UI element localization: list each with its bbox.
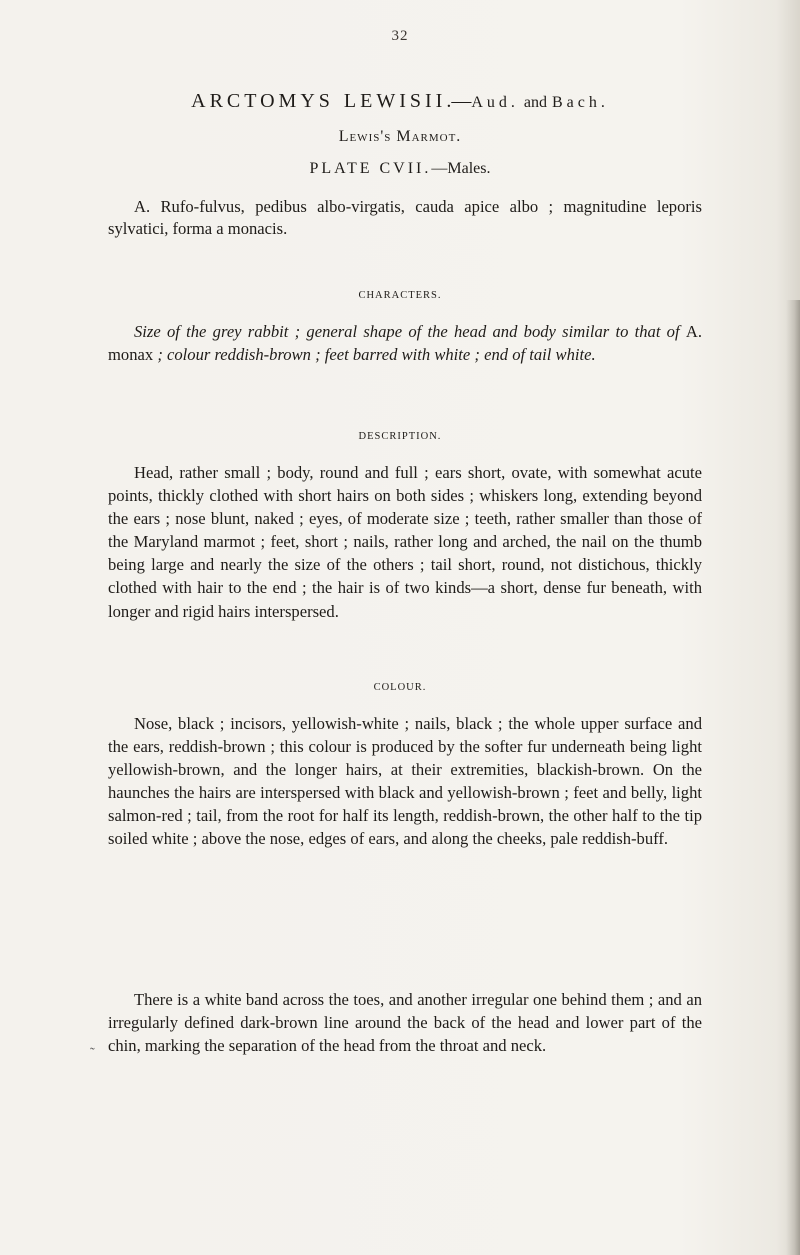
title-author-2: Bach. (552, 94, 609, 111)
characters-species-ref: A. monax (108, 322, 702, 364)
title-and: and (523, 94, 547, 111)
colour-paragraph-1: Nose, black ; incisors, yellowish-white ; nails, black ; the whole upper surface and the ears, reddish-brown ; this colour is produced by the softer fur underneath being light yellowish-brown, and the longer hairs, at their extremities, blackish-brown. On the haunches the hairs are interspersed with black and yellowish-brown ; feet and belly, light salmon-red ; tail, from the root for half its length, reddish-brown, the other half to the tip soiled white ; above the nose, edges of ears, and along the cheeks, pale reddish-buff. (108, 714, 702, 849)
characters-part-1: Size of the grey rabbit ; general shape of the head and body similar to that of (134, 322, 686, 341)
characters-heading: CHARACTERS. (358, 290, 442, 301)
plate-heading (0, 160, 800, 178)
common-name-text: Lewis's Marmot. (338, 128, 462, 145)
colour-heading: COLOUR. (373, 682, 427, 693)
description-text: Head, rather small ; body, round and full ; ears short, ovate, with somewhat acute points, thickly clothed with short hairs on both sides ; whiskers long, extending beyond the ears ; nose blunt, naked ; eyes, of moderate size ; teeth, rather smaller than those of the Maryland marmot ; feet, short ; nails, rather long and arched, the nail on the thumb being large and nearly the size of the others ; tail short, round, not distichous, thickly clothed with hair to the end ; the hair is of two kinds—a short, dense fur beneath, with longer and rigid hairs interspersed. (108, 463, 702, 621)
common-name (0, 128, 800, 146)
description-heading: DESCRIPTION. (358, 431, 442, 442)
latin-description: A. Rufo-fulvus, pedibus albo-virgatis, cauda apice albo ; magnitudine leporis sylvatici, forma a monacis. (108, 197, 702, 238)
page-number: 32 (391, 28, 409, 44)
title-dash: .— (446, 90, 472, 112)
characters-text (108, 320, 702, 366)
page-edge-shadow (786, 300, 800, 1255)
title-species: LEWISII (343, 90, 447, 112)
plate-sex: —Males. (431, 160, 491, 177)
title-author-1: Aud. (471, 94, 519, 111)
characters-part-2: ; colour reddish-brown ; feet barred with white ; end of tail white. (153, 345, 596, 364)
species-title (0, 90, 800, 113)
margin-mark: ˜ (90, 1046, 95, 1061)
plate-label: PLATE CVII. (309, 160, 432, 177)
title-genus: ARCTOMYS (191, 90, 334, 112)
colour-paragraph-2: There is a white band across the toes, and another irregular one behind them ; and an irregularly defined dark-brown line around the back of the head and lower part of the chin, marking the separation of the head from the throat and neck. (108, 990, 702, 1056)
